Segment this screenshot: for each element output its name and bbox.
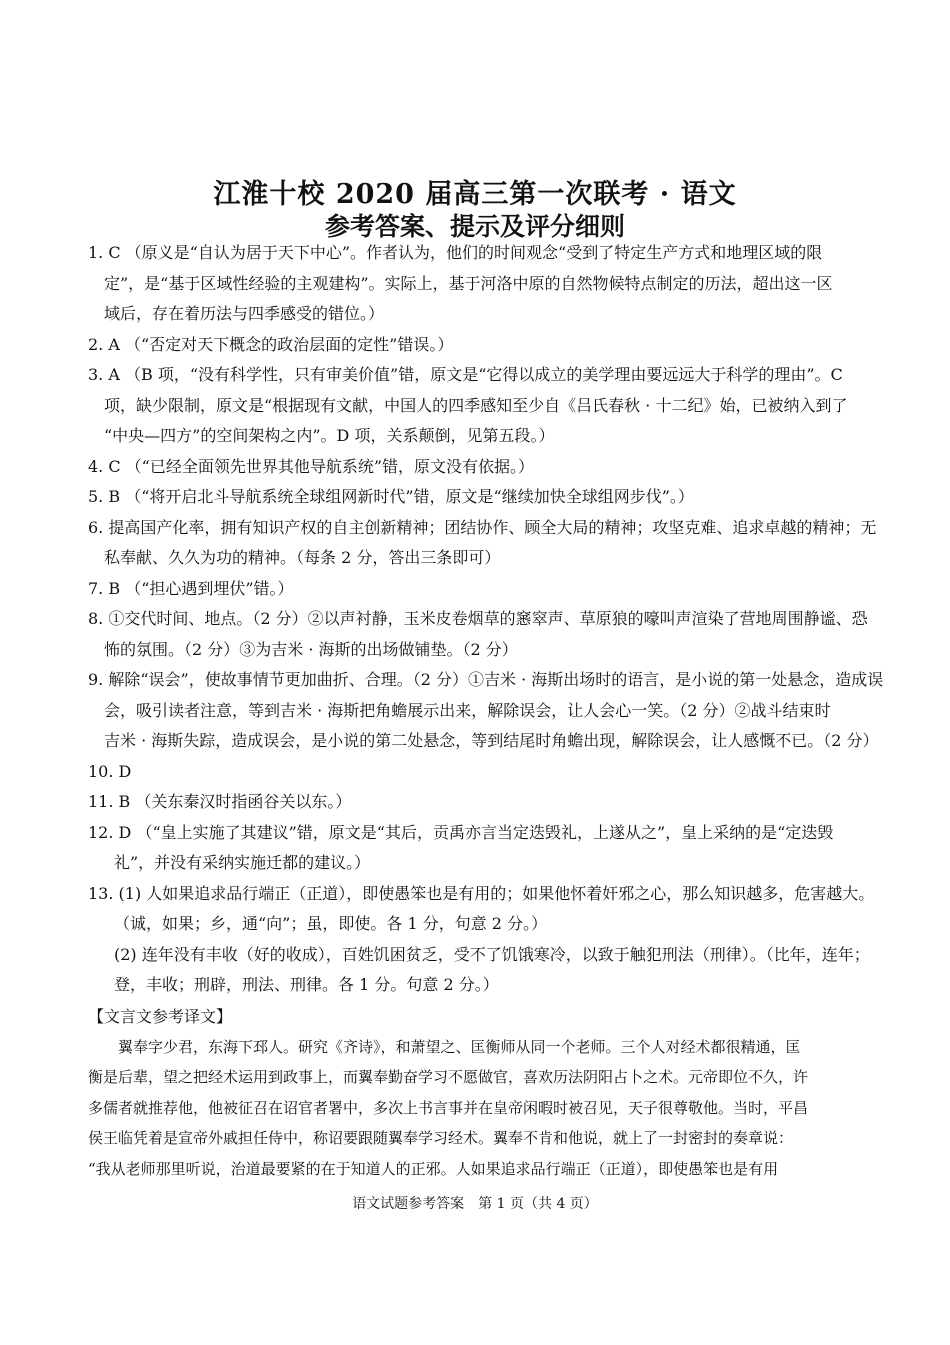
answer-line: “中央—四方”的空间架构之内”。D 项，关系颠倒，见第五段。） [104, 426, 555, 445]
answer-line: 13. (1) 人如果追求品行端正（正道），即使愚笨也是有用的；如果他怀着奸邪之心，那么知识越多，危害越大。 [88, 883, 875, 903]
translation-line: 侯王临凭着是宣帝外戚担任侍中，称诏要跟随翼奉学习经术。翼奉不肯和他说，就上了一封密封的奏章说： [88, 1129, 794, 1147]
translation-line: 多儒者就推荐他，他被征召在诏官者署中，多次上书言事并在皇帝闲暇时被召见，天子很尊敬他。当时，平昌 [88, 1098, 809, 1117]
translation-line: “我从老师那里听说，治道最要紧的在于知道人的正邪。人如果追求品行端正（正道），即使愚笨也是有用 [88, 1159, 779, 1178]
page-footer: 语文试题参考答案 第 1 页（共 4 页） [352, 1196, 598, 1212]
answer-line: 4. C （“已经全面领先世界其他导航系统”错，原文没有依据。） [88, 456, 535, 476]
answer-line: 项，缺少限制，原文是“根据现有文献，中国人的四季感知至少自《吕氏春秋 · 十二纪》始，已被纳入到了 [104, 395, 848, 415]
answer-line: 1. C （原义是“自认为居于天下中心”。作者认为，他们的时间观念“受到了特定生产方式和地理区域的限 [88, 243, 823, 262]
answer-line: （诚，如果；乡，通“向”；虽，即使。各 1 分，句意 2 分。） [114, 914, 548, 933]
answer-line: 吉米 · 海斯失踪，造成误会，是小说的第二处悬念，等到结尾时角蟾出现，解除误会，让人感慨不已。（2 分） [104, 731, 879, 750]
answer-line: 9. 解除“误会”，使故事情节更加曲折、合理。（2 分）①吉米 · 海斯出场时的语言，是小说的第一处悬念，造成误 [88, 670, 884, 689]
answer-line: 2. A （“否定对天下概念的政治层面的定性”错误。） [88, 334, 454, 354]
answer-line: (2) 连年没有丰收（好的收成），百姓饥困贫乏，受不了饥饿寒冷，以致于触犯刑法（刑律）。（比年，连年； [114, 944, 870, 964]
answer-line: 域后，存在着历法与四季感受的错位。） [104, 304, 385, 323]
translation-heading: 【文言文参考译文】 [88, 1006, 233, 1026]
answer-line: 5. B （“将开启北斗导航系统全球组网新时代”错，原文是“继续加快全球组网步伐”。） [88, 487, 694, 506]
answer-line: 10. D [88, 761, 132, 781]
answer-key-subtitle: 参考答案、提示及评分细则 [324, 212, 625, 241]
answer-line: 7. B （“担心遇到埋伏”错。） [88, 578, 294, 598]
answer-line: 8. ①交代时间、地点。（2 分）②以声衬静，玉米皮卷烟草的窸窣声、草原狼的嚎叫声渲染了营地周围静谧、恐 [88, 609, 868, 628]
answer-line: 6. 提高国产化率，拥有知识产权的自主创新精神；团结协作、顾全大局的精神；攻坚克难、追求卓越的精神；无 [88, 517, 877, 537]
answer-line: 3. A （B 项，“没有科学性，只有审美价值”错，原文是“它得以成立的美学理由要远远大于科学的理由”。C [88, 365, 843, 384]
translation-line: 翼奉字少君，东海下邳人。研究《齐诗》，和萧望之、匡衡师从同一个老师。三个人对经术都很精通，匡 [118, 1037, 801, 1056]
exam-title: 江淮十校 2020 届高三第一次联考 · 语文 [213, 179, 737, 210]
answer-line: 11. B （关东秦汉时指函谷关以东。） [88, 792, 352, 811]
answer-line: 私奉献、久久为功的精神。（每条 2 分，答出三条即可） [104, 548, 501, 567]
answer-line: 定”，是“基于区域性经验的主观建构”。实际上，基于河洛中原的自然物候特点制定的历法，超出这一区 [104, 273, 833, 293]
answer-list [88, 238, 884, 1184]
answer-line: 礼”，并没有采纳实施迁都的建议。） [114, 853, 371, 872]
answer-line: 怖的氛围。（2 分）③为吉米 · 海斯的出场做铺垫。（2 分） [104, 639, 518, 659]
answer-line: 12. D （“皇上实施了其建议”错，原文是“其后，贡禹亦言当定迭毁礼，上遂从之”，皇上采纳的是“定迭毁 [88, 822, 834, 842]
translation-line: 衡是后辈，望之把经术运用到政事上，而翼奉勤奋学习不愿做官，喜欢历法阴阳占卜之术。元帝即位不久，许 [88, 1068, 809, 1086]
answer-line: 登，丰收；刑辟，刑法、刑律。各 1 分。句意 2 分。） [114, 975, 499, 994]
answer-line: 会，吸引读者注意，等到吉米 · 海斯把角蟾展示出来，解除误会，让人会心一笑。（2 分）②战斗结束时 [104, 700, 831, 720]
